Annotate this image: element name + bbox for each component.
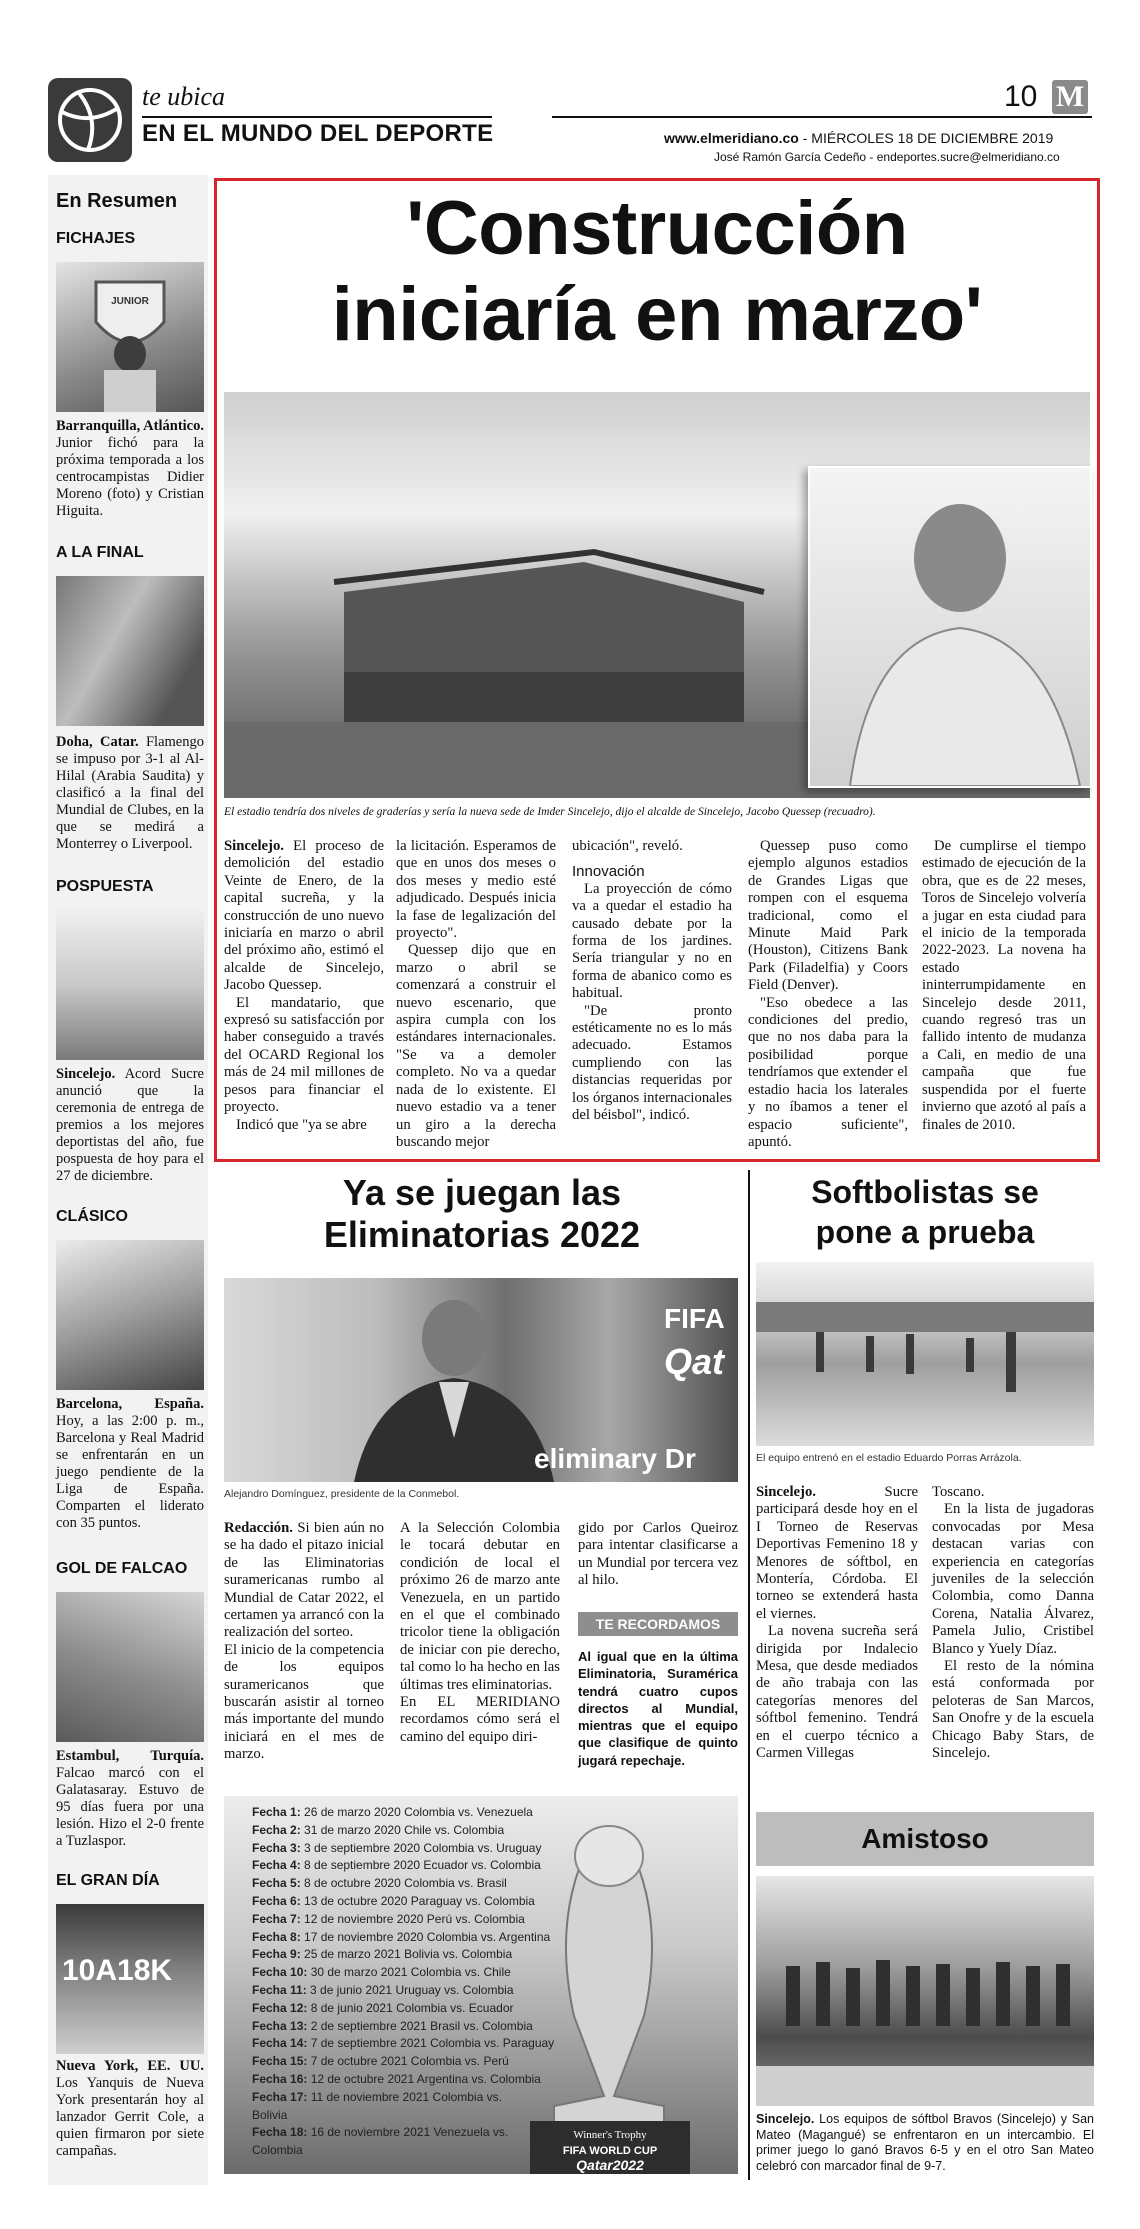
fixture-text: 12 de octubre 2021 Argentina vs. Colombia	[307, 2071, 541, 2086]
sidebar-heading-gol-de-falcao: GOL DE FALCAO	[56, 1560, 188, 1577]
softbol-photo	[756, 1262, 1094, 1446]
te-recordamos-label: TE RECORDAMOS	[578, 1612, 738, 1636]
amistoso-caption-text: Los equipos de sóftbol Bravos (Sincelejo) y San Mateo (Magangué) se enfrentaron en un intercambio. El primer juego lo ganó Bravos 6-5 y en el otro San Mateo celebró con marcador final de 9-7.	[756, 2112, 1094, 2173]
fixture-row	[252, 2071, 552, 2089]
section-logo-icon	[48, 78, 132, 162]
sidebar-lead-fichajes: Barranquilla, Atlántico.	[56, 418, 204, 434]
fixture-row	[252, 2107, 552, 2125]
main-col2-p2: Quessep dijo que en marzo o abril se comenzará a construir el nuevo escenario, que aspira cumpla con los estándares internacionales. "Se va a demoler completo. No va a quedar nada de lo existente. El nuevo estadio va a tener un giro a la derecha buscando mejor	[396, 942, 556, 1150]
elim-col-1	[224, 1520, 384, 1764]
elim-col1-p2: El inicio de la competencia de los equipos suramericanos que buscarán asistir al torneo más importante del mundo iniciará en el mes de marzo.	[224, 1641, 384, 1763]
main-col4-p2: "Eso obedece a las condiciones del predio, que no nos daba para la posibilidad porque tendríamos que extender el estadio hacia los laterales y no íbamos a tener el espacio suficiente", apuntó.	[748, 994, 908, 1150]
fixture-row	[252, 1964, 552, 1982]
fixture-row	[252, 2142, 552, 2160]
junior-crest-text: JUNIOR	[111, 296, 149, 307]
sidebar-body-gol-de-falcao: Falcao marcó con el Galatasaray. Estuvo de 95 días fuera por una lesión. Hizo el 2-0 frente a Tuzlaspor.	[56, 1765, 204, 1849]
fixture-row	[252, 2000, 552, 2018]
sidebar-body-fichajes: Junior fichó para la próxima temporada a los centrocampistas Didier Moreno (foto) y Cristian Higuita.	[56, 435, 204, 519]
elim-col-2	[400, 1520, 560, 1746]
fixture-label: Fecha 10:	[252, 1965, 308, 1980]
softbol-col2-p2: En la lista de jugadoras convocadas por Mesa destacan varias con experiencia en categorías juveniles de la selección Colombia, como Danna Corena, Natalia Álvarez, Pamela Julio, Cristibel Blanco y Yuely Díaz.	[932, 1501, 1094, 1657]
main-col2-p1: la licitación. Esperamos de que en unos dos meses o dos meses y medio esté adjudicado. Después inicia la fase de legalización del proyecto".	[396, 838, 556, 942]
elim-col2-p2: En EL MERIDIANO recordamos cómo será el camino del equipo diri-	[400, 1694, 560, 1745]
header-tagline-rule	[142, 116, 492, 118]
sidebar-body-clasico: Hoy, a las 2:00 p. m., Barcelona y Real Madrid se enfrentarán en un juego pendiente de la Liga de España. Comparten el liderato con 35 puntos.	[56, 1413, 204, 1531]
fixture-text: 8 de septiembre 2020 Ecuador vs. Colombia	[300, 1858, 541, 1873]
main-subhead-innovacion: Innovación	[572, 863, 645, 881]
eliminatorias-headline-line1: Ya se juegan las	[342, 1172, 622, 1213]
fixture-label: Fecha 1:	[252, 1805, 301, 1819]
fixture-label: Fecha 17:	[252, 2089, 308, 2104]
main-col-1	[224, 838, 384, 1134]
sidebar-text-a-la-final	[56, 734, 204, 853]
softbol-dateline: Sincelejo.	[756, 1484, 816, 1500]
header-right-rule	[552, 116, 1092, 118]
amistoso-photo	[756, 1876, 1094, 2106]
main-col-2	[396, 838, 556, 1151]
main-headline	[222, 186, 1092, 358]
fixture-row	[252, 2089, 552, 2107]
fixture-label: Fecha 7:	[252, 1911, 301, 1926]
softbol-col2-p1: Toscano.	[932, 1484, 985, 1500]
sidebar-heading-fichajes: FICHAJES	[56, 230, 136, 247]
softbol-col-1	[756, 1484, 918, 1763]
photo-text-draw: eliminary Dr	[534, 1443, 696, 1474]
main-headline-line2: iniciaría en marzo'	[331, 272, 983, 357]
sidebar-heading-clasico: CLÁSICO	[56, 1208, 128, 1225]
fixture-row	[252, 1946, 552, 1964]
softbol-divider	[748, 1170, 750, 2180]
fixture-text: 7 de septiembre 2021 Colombia vs. Paraguay	[307, 2036, 555, 2051]
photo-text-qatar: Qat	[664, 1341, 725, 1382]
amistoso-caption	[756, 2112, 1094, 2174]
fixture-label: Fecha 6:	[252, 1893, 301, 1908]
main-headline-line1: 'Construcción	[406, 186, 908, 271]
fixture-text: Colombia	[252, 2143, 303, 2158]
main-col3-p2: La proyección de cómo va a quedar el estadio ha causado debate por la forma de los jardines. Sería triangular y no en forma de abanico como es habitual.	[572, 880, 732, 1002]
elim-col2-p1: A la Selección Colombia le tocará debutar en condición de local el próximo 26 de marzo ante Venezuela, en un partido en el que el combinado tricolor tiene la obligación de iniciar con pie derecho, tal como lo ha hecho en las últimas tres eliminatorias.	[400, 1520, 560, 1693]
sidebar-title: En Resumen	[56, 190, 178, 212]
fixture-row	[252, 2053, 552, 2071]
fixture-row	[252, 1822, 552, 1840]
fixtures-panel	[224, 1796, 738, 2174]
fixture-row	[252, 1911, 552, 1929]
fixture-row	[252, 2018, 552, 2036]
fixture-row	[252, 1982, 552, 2000]
eliminatorias-headline	[222, 1172, 742, 1256]
main-col-4	[748, 838, 908, 1151]
fixture-row	[252, 1893, 552, 1911]
sidebar-photo-clasico	[56, 1240, 204, 1390]
sidebar-body-pospuesta: Acord Sucre anunció que la ceremonia de entrega de premios a los mejores deportistas del año, fue pospuesta de hoy para el 27 de diciembre.	[56, 1066, 204, 1184]
fixture-label: Fecha 2:	[252, 1822, 301, 1837]
header-date-line	[664, 130, 1053, 146]
fixtures-list	[252, 1804, 555, 2160]
header-date: - MIÉRCOLES 18 DE DICIEMBRE 2019	[798, 130, 1054, 146]
sidebar-lead-pospuesta: Sincelejo.	[56, 1066, 116, 1082]
sidebar-lead-a-la-final: Doha, Catar.	[56, 734, 139, 750]
sidebar-text-el-gran-dia	[56, 2058, 204, 2160]
conmebol-photo	[224, 1278, 738, 1482]
fixture-text: 8 de junio 2021 Colombia vs. Ecuador	[307, 2000, 514, 2015]
main-col3-p3: "De pronto estéticamente no es lo más adecuado. Estamos cumpliendo con las distancias requeridas por los órganos internacionales del béisbol", indicó.	[572, 1002, 732, 1124]
main-col1-p1: El proceso de demolición del estadio Veinte de Enero, de la capital sucreña, y la construcción de uno nuevo iniciaría en marzo o abril del próximo año, estimó el alcalde de Sincelejo, Jacobo Quessep.	[224, 838, 384, 994]
fixture-text: 30 de marzo 2021 Colombia vs. Chile	[307, 1965, 511, 1980]
sidebar-lead-clasico: Barcelona, España.	[56, 1396, 204, 1412]
sidebar-photo-fichajes	[56, 262, 204, 412]
sidebar-heading-el-gran-dia: EL GRAN DÍA	[56, 1872, 160, 1889]
softbol-headline-line2: pone a prueba	[815, 1214, 1035, 1250]
sidebar-heading-pospuesta: POSPUESTA	[56, 878, 154, 895]
fixture-text: 31 de marzo 2020 Chile vs. Colombia	[300, 1822, 505, 1837]
softbol-photo-caption: El equipo entrenó en el estadio Eduardo Porras Arrázola.	[756, 1452, 1022, 1464]
sidebar-text-gol-de-falcao	[56, 1748, 204, 1850]
conmebol-photo-caption: Alejandro Domínguez, presidente de la Conmebol.	[224, 1488, 460, 1500]
page-number: 10	[1004, 80, 1038, 113]
elim-col-3	[578, 1520, 738, 1590]
fixture-label: Fecha 16:	[252, 2071, 308, 2086]
sidebar-lead-el-gran-dia: Nueva York, EE. UU.	[56, 2058, 204, 2074]
fixture-text: 17 de noviembre 2020 Colombia vs. Argentina	[300, 1929, 551, 1944]
te-recordamos-text: Al igual que en la última Eliminatoria, Suramérica tendrá cuatro cupos directos al Mundial, mientras que el equipo que clasifique de quinto jugará repechaje.	[578, 1649, 738, 1768]
fixture-label: Fecha 4:	[252, 1858, 301, 1873]
fixture-row	[252, 1857, 552, 1875]
fixture-text: 13 de octubre 2020 Paraguay vs. Colombia	[300, 1893, 535, 1908]
softbol-headline	[756, 1172, 1094, 1252]
sidebar-text-pospuesta	[56, 1066, 204, 1185]
sidebar-photo-a-la-final	[56, 576, 204, 726]
fixture-text: 7 de octubre 2021 Colombia vs. Perú	[307, 2054, 509, 2069]
fixture-row	[252, 2035, 555, 2053]
trophy-text-3: Qatar2022	[576, 2157, 644, 2173]
eliminatorias-headline-line2: Eliminatorias 2022	[323, 1214, 641, 1255]
fixture-text: 3 de junio 2021 Uruguay vs. Colombia	[306, 1982, 514, 1997]
main-col4-p1: Quessep puso como ejemplo algunos estadios de Grandes Ligas que rompen con el esquema tradicional, como el Minute Maid Park (Houston), Citizens Bank Park (Filadelfia) y Coors Field (Denver).	[748, 838, 908, 994]
photo-overlay-text: 10A18K	[62, 1954, 173, 1987]
sidebar-photo-el-gran-dia	[56, 1904, 204, 2054]
fixture-text: 12 de noviembre 2020 Perú vs. Colombia	[300, 1911, 525, 1926]
fixture-label: Fecha 18:	[252, 2125, 308, 2140]
sidebar-text-clasico	[56, 1396, 204, 1532]
trophy-text-2: FIFA WORLD CUP	[562, 2145, 658, 2157]
fixture-row	[252, 1840, 552, 1858]
fixture-row	[252, 1875, 552, 1893]
main-col-3	[572, 838, 732, 1125]
sidebar-body-a-la-final: Flamengo se impuso por 3-1 al Al-Hilal (Arabia Saudita) y clasificó a la final del Mundial de Clubes, en la que se medirá a Monterrey o Liverpool.	[56, 734, 204, 852]
fixture-text: 8 de octubre 2020 Colombia vs. Brasil	[300, 1876, 507, 1891]
sidebar-photo-gol-de-falcao	[56, 1592, 204, 1742]
fixture-label: Fecha 3:	[252, 1840, 301, 1855]
softbol-col1-p1: Sucre participará desde hoy en el I Torneo de Reservas Deportivas Femenino 18 y Menores de sóftbol, en Montería, Córdoba. El torneo se extenderá hasta el viernes.	[756, 1484, 918, 1622]
main-col-5	[922, 838, 1086, 1134]
main-col1-p2: El mandatario, que expresó su satisfacción por haber conseguido a través del OCARD Regional los más de 24 mil millones de pesos para financiar el proyecto.	[224, 994, 384, 1116]
fixture-text: 26 de marzo 2020 Colombia vs. Venezuela	[300, 1805, 533, 1819]
fixture-text: 3 de septiembre 2020 Colombia vs. Uruguay	[300, 1840, 542, 1855]
fixture-label: Fecha 14:	[252, 2036, 308, 2051]
header-site: www.elmeridiano.co	[664, 130, 799, 146]
sidebar-photo-pospuesta	[56, 910, 204, 1060]
fixture-label: Fecha 15:	[252, 2054, 308, 2069]
mayor-inset-photo	[808, 466, 1092, 788]
elim-dateline: Redacción.	[224, 1520, 293, 1536]
fixture-text: 16 de noviembre 2021 Venezuela vs.	[307, 2125, 509, 2140]
sidebar-text-fichajes	[56, 418, 204, 520]
newspaper-logo: M	[1052, 80, 1088, 114]
fixture-text: 11 de noviembre 2021 Colombia vs.	[307, 2089, 502, 2104]
amistoso-dateline: Sincelejo.	[756, 2112, 815, 2126]
sidebar-body-el-gran-dia: Los Yanquis de Nueva York presentarán hoy al lanzador Gerrit Cole, a quien firmaron por siete campañas.	[56, 2075, 204, 2159]
main-col3-p1: ubicación", reveló.	[572, 838, 683, 854]
photo-text-fifa: FIFA	[664, 1303, 725, 1334]
fixture-text: Bolivia	[252, 2107, 288, 2122]
header-tagline-big: EN EL MUNDO DEL DEPORTE	[142, 120, 494, 147]
main-col5-p1: De cumplirse el tiempo estimado de ejecución de la obra, que es de 22 meses, Toros de Sincelejo volvería a jugar en esta ciudad para el inicio de la temporada 2022-2023. La novena ha estado ininterrumpidamente en Sincelejo desde 2011, cuando regresó tras un fallido intento de mudanza a Cali, en medio de una campaña que fue suspendida por el fuerte invierno que azotó al país a finales de 2010.	[922, 838, 1086, 1133]
fixture-label: Fecha 8:	[252, 1929, 301, 1944]
sidebar-lead-gol-de-falcao: Estambul, Turquía.	[56, 1748, 204, 1764]
fixture-row	[252, 1804, 552, 1822]
fixture-row	[252, 1929, 552, 1947]
elim-col3-p1: gido por Carlos Queiroz para intentar clasificarse a un Mundial por tercera vez al hilo.	[578, 1520, 738, 1589]
fixture-label: Fecha 11:	[252, 1982, 307, 1997]
main-col1-p3: Indicó que "ya se abre	[236, 1116, 367, 1133]
fixture-label: Fecha 9:	[252, 1947, 301, 1962]
main-dateline: Sincelejo.	[224, 838, 284, 854]
sidebar-heading-a-la-final: A LA FINAL	[56, 544, 144, 561]
fixture-label: Fecha 5:	[252, 1876, 301, 1891]
header-editor: José Ramón García Cedeño - endeportes.sucre@elmeridiano.co	[714, 150, 1060, 164]
elim-col1-p1: Si bien aún no se ha dado el pitazo inicial de las Eliminatorias suramericanas rumbo al Mundial de Catar 2022, el certamen ya arrancó con la realización del sorteo.	[224, 1520, 384, 1641]
softbol-headline-line1: Softbolistas se	[811, 1174, 1039, 1210]
main-photo-caption: El estadio tendría dos niveles de graderías y sería la nueva sede de Imder Sincelejo, dijo el alcalde de Sincelejo, Jacobo Quessep (recuadro).	[224, 806, 876, 818]
fixture-text: 25 de marzo 2021 Bolivia vs. Colombia	[300, 1947, 513, 1962]
fixture-label: Fecha 13:	[252, 2018, 308, 2033]
trophy-text-1: Winner's Trophy	[573, 2129, 647, 2141]
softbol-col-2	[932, 1484, 1094, 1763]
fixture-label: Fecha 12:	[252, 2000, 308, 2015]
fixture-row	[252, 2124, 552, 2142]
softbol-col1-p2: La novena sucreña será dirigida por Indalecio Mesa, que desde mediados de año trabaja con las categorías menores del sóftbol femenino. Tendrá en el cuerpo técnico a Carmen Villegas	[756, 1623, 918, 1762]
softbol-col2-p3: El resto de la nómina está conformada por peloteras de San Marcos, San Onofre y de la escuela Chicago Baby Stars, de Sincelejo.	[932, 1658, 1094, 1762]
amistoso-title: Amistoso	[756, 1812, 1094, 1866]
header-tagline-small: te ubica	[142, 82, 226, 111]
fixture-text: 2 de septiembre 2021 Brasil vs. Colombia	[307, 2018, 533, 2033]
